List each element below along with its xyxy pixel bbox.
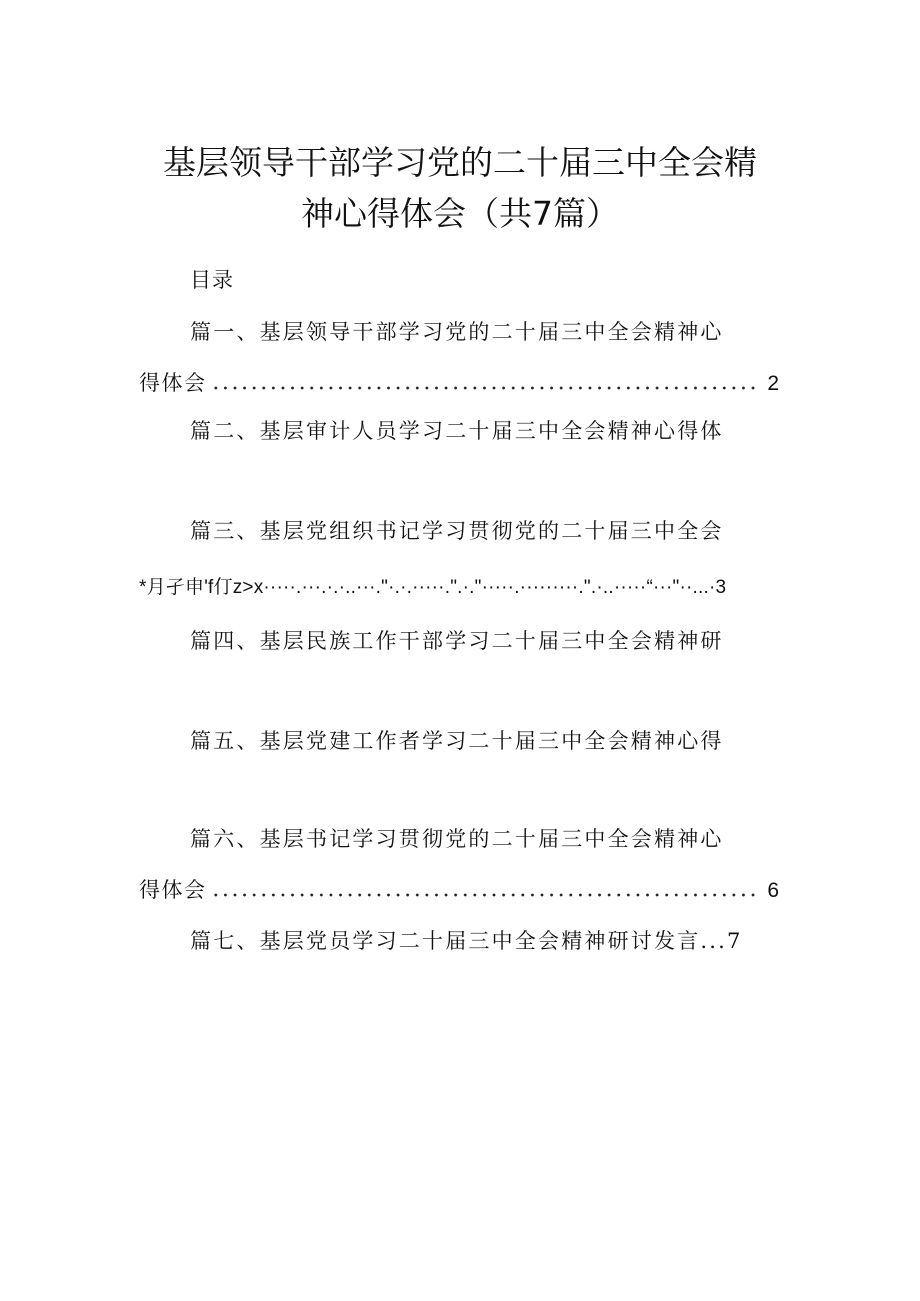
toc-entry-1-continuation: 得体会 xyxy=(139,371,207,395)
toc-entry-6-title[interactable]: 篇六、基层书记学习贯彻党的二十届三中全会精神心 xyxy=(190,827,724,851)
document-title-line-1: 基层领导干部学习党的二十届三中全会精 xyxy=(163,143,757,182)
toc-entry-5-title[interactable]: 篇五、基层党建工作者学习二十届三中全会精神心得 xyxy=(190,729,724,753)
toc-entry-1-leader[interactable] xyxy=(139,370,779,394)
toc-entry-6-leader[interactable] xyxy=(139,877,779,901)
toc-heading: 目录 xyxy=(190,268,234,292)
dot-leader xyxy=(211,893,762,897)
toc-entry-6-continuation: 得体会 xyxy=(139,878,207,902)
dot-leader xyxy=(211,386,762,390)
toc-entry-3-garbled-line: *月孑申'f仃z>x·····.···.·.·..···."·.·.·····.".·."·····.·········.".·..·····“···"··...·3 xyxy=(139,577,727,598)
document-title-line-2: 神心得体会（共7篇） xyxy=(301,194,619,233)
toc-entry-7-title[interactable]: 篇七、基层党员学习二十届三中全会精神研讨发言...7 xyxy=(190,929,743,953)
toc-entry-3-title[interactable]: 篇三、基层党组织书记学习贯彻党的二十届三中全会 xyxy=(190,519,724,543)
toc-entry-4-title[interactable]: 篇四、基层民族工作干部学习二十届三中全会精神研 xyxy=(190,629,724,653)
toc-entry-1-title[interactable]: 篇一、基层领导干部学习党的二十届三中全会精神心 xyxy=(190,320,724,344)
toc-entry-6-page-number: 6 xyxy=(767,879,779,902)
toc-entry-2-title[interactable]: 篇二、基层审计人员学习二十届三中全会精神心得体 xyxy=(190,419,724,443)
toc-entry-1-page-number: 2 xyxy=(767,372,779,395)
